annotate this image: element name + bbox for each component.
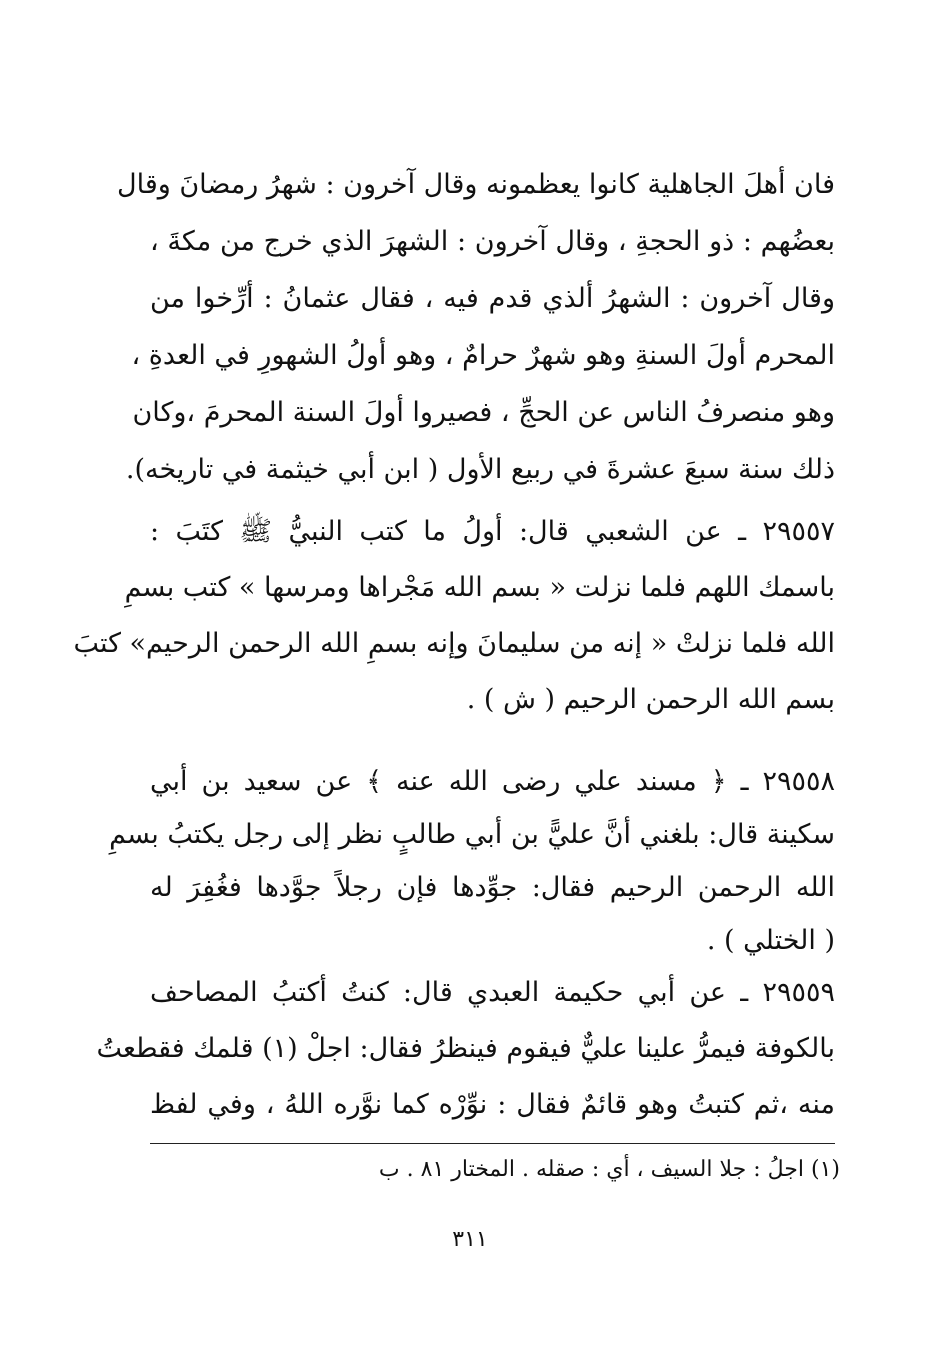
page-number: ٣١١ bbox=[452, 1227, 488, 1252]
text-line: وقال آخرون : الشهرُ ألذي قدم فيه ، فقال عثمانُ : أرِّخوا من bbox=[150, 283, 835, 314]
text-line: ذلك سنة سبعَ عشرةَ في ربيع الأول ( ابن أبي خيثمة في تاريخه). bbox=[125, 454, 835, 485]
text-line: منه ،ثم كتبتُ وهو قائمٌ فقال : نوِّرْه كما نوَّره اللهُ ، وفي لفظ bbox=[150, 1089, 835, 1120]
hadith-29557 bbox=[73, 504, 835, 728]
hadith-heading-line: ٢٩٥٥٧ ـ عن الشعبي قال: أولُ ما كتب النبيُّ ﷺ كتَبَ : bbox=[150, 516, 835, 547]
text-line: الله فلما نزلتْ « إنه من سليمانَ وإنه بسمِ الله الرحمن الرحيم» كتبَ bbox=[73, 628, 835, 659]
text-line: الله الرحمن الرحيم فقال: جوِّدها فإن رجلاً جوَّدها فغُفِرَ له bbox=[150, 872, 835, 903]
footnote-divider bbox=[150, 1143, 835, 1144]
hadith-29558 bbox=[109, 755, 835, 967]
hadith-heading-line: ٢٩٥٥٨ ـ ﴿ مسند علي رضى الله عنه ﴾ عن سعيد بن أبي bbox=[150, 766, 835, 797]
text-line: المحرم أولَ السنةِ وهو شهرٌ حرامٌ ، وهو أولُ الشهورِ في العدةِ ، bbox=[131, 340, 835, 371]
text-line: باسمك اللهم فلما نزلت « بسم الله مَجْراها ومرسها » كتب بسمِ bbox=[124, 572, 835, 603]
text-line: بسم الله الرحمن الرحيم ( ش ) . bbox=[466, 684, 835, 715]
text-line: وهو منصرفُ الناس عن الحجِّ ، فصيروا أولَ السنة المحرمَ ،وكان bbox=[132, 397, 835, 428]
text-line: سكينة قال: بلغني أنَّ عليًّ بن أبي طالبٍ نظر إلى رجل يكتبُ بسمِ bbox=[109, 819, 835, 850]
hadith-29559 bbox=[96, 965, 835, 1133]
footnote: (١) اجلُ : جلا السيف ، أي : صقله . المختار ٨١ . ب bbox=[378, 1157, 840, 1182]
text-line: ( الختلي ) . bbox=[706, 925, 835, 956]
text-line: فان أهلَ الجاهلية كانوا يعظمونه وقال آخرون : شهرُ رمضانَ وقال bbox=[116, 169, 835, 200]
text-line: بعضُهم : ذو الحجةِ ، وقال آخرون : الشهرَ الذي خرج من مكةَ ، bbox=[150, 226, 835, 257]
text-line: بالكوفة فيمرُّ علينا عليٌّ فيقوم فينظرُ فقال: اجلْ (١) قلمك فقطعتُ bbox=[96, 1033, 835, 1064]
hadith-heading-line: ٢٩٥٥٩ ـ عن أبي حكيمة العبدي قال: كنتُ أكتبُ المصاحف bbox=[150, 977, 835, 1008]
paragraph-intro bbox=[116, 156, 835, 498]
